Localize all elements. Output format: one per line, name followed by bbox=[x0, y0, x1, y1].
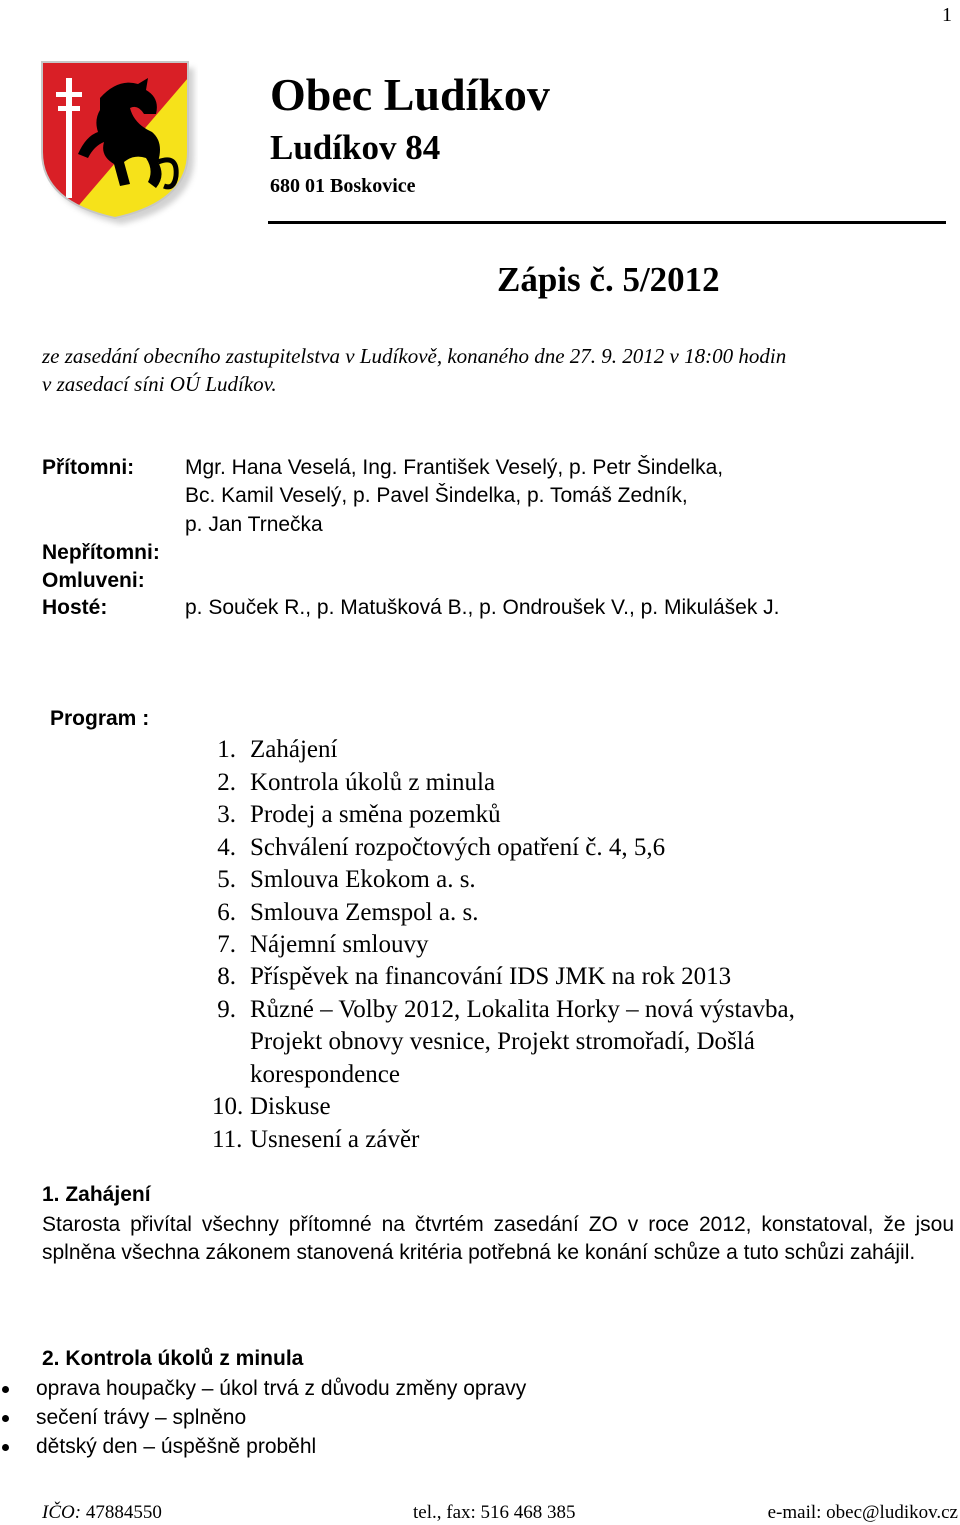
program-item: Nájemní smlouvy bbox=[250, 931, 429, 958]
program-item: Prodej a směna pozemků bbox=[250, 801, 501, 828]
program-item-continuation: Projekt obnovy vesnice, Projekt stromořadí, Došlá bbox=[250, 1028, 755, 1055]
program-item-number: 1. bbox=[217, 736, 236, 763]
program-label: Program : bbox=[50, 707, 150, 730]
section-1-body: Starosta přivítal všechny přítomné na čtvrtém zasedání ZO v roce 2012, konstatoval, že jsou splněna všechna zákonem stanovená kritéria potřebná ke konání schůze a tuto schůzi zahájil. bbox=[42, 1213, 954, 1264]
guests-value: p. Souček R., p. Matušková B., p. Ondroušek V., p. Mikulášek J. bbox=[185, 596, 780, 619]
program-item-number: 10. bbox=[212, 1093, 244, 1120]
program-item: Schválení rozpočtových opatření č. 4, 5,6 bbox=[250, 834, 666, 861]
program-item-number: 3. bbox=[217, 801, 236, 828]
bullet-icon bbox=[2, 1444, 9, 1451]
section-2-title: 2. Kontrola úkolů z minula bbox=[42, 1347, 304, 1370]
page-number: 1 bbox=[942, 4, 952, 26]
program-item: Usnesení a závěr bbox=[250, 1126, 420, 1153]
present-line-1: Mgr. Hana Veselá, Ing. František Veselý, p. Petr Šindelka, bbox=[185, 456, 724, 479]
footer-email: e-mail: obec@ludikov.cz bbox=[767, 1502, 958, 1523]
program-item: Diskuse bbox=[250, 1093, 331, 1120]
program-item: Kontrola úkolů z minula bbox=[250, 769, 496, 796]
header-divider bbox=[268, 221, 946, 224]
coat-of-arms-icon bbox=[38, 58, 198, 228]
absent-label: Nepřítomni: bbox=[42, 541, 160, 564]
org-name: Obec Ludíkov bbox=[270, 69, 550, 120]
program-item-number: 4. bbox=[217, 834, 236, 861]
program-item: Smlouva Zemspol a. s. bbox=[250, 899, 479, 926]
minutes-title: Zápis č. 5/2012 bbox=[497, 260, 720, 299]
program-item-number: 9. bbox=[217, 996, 236, 1023]
program-item-number: 11. bbox=[212, 1126, 243, 1153]
program-item-number: 8. bbox=[217, 963, 236, 990]
section-1-title: 1. Zahájení bbox=[42, 1183, 151, 1206]
footer-ico bbox=[42, 1503, 162, 1522]
program-item-number: 2. bbox=[217, 769, 236, 796]
intro-line-2: v zasedací síni OÚ Ludíkov. bbox=[42, 372, 277, 396]
program-item-continuation: korespondence bbox=[250, 1061, 400, 1088]
org-street: Ludíkov 84 bbox=[270, 128, 441, 167]
footer-ico-value: 47884550 bbox=[85, 1502, 162, 1523]
program-item: Příspěvek na financování IDS JMK na rok 2013 bbox=[250, 963, 732, 990]
present-line-2: Bc. Kamil Veselý, p. Pavel Šindelka, p. Tomáš Zedník, bbox=[185, 484, 688, 507]
program-item-number: 5. bbox=[217, 866, 236, 893]
present-label: Přítomni: bbox=[42, 456, 135, 479]
list-item: oprava houpačky – úkol trvá z důvodu změny opravy bbox=[36, 1377, 527, 1400]
program-item: Zahájení bbox=[250, 736, 338, 763]
footer-phone: tel., fax: 516 468 385 bbox=[413, 1502, 576, 1523]
bullet-icon bbox=[2, 1386, 9, 1393]
excused-label: Omluveni: bbox=[42, 569, 145, 592]
program-item: Různé – Volby 2012, Lokalita Horky – nová výstavba, bbox=[250, 996, 795, 1023]
present-line-3: p. Jan Trnečka bbox=[185, 513, 323, 536]
org-city: 680 01 Boskovice bbox=[270, 175, 416, 197]
program-item: Smlouva Ekokom a. s. bbox=[250, 866, 476, 893]
guests-label: Hosté: bbox=[42, 596, 108, 619]
program-item-number: 7. bbox=[217, 931, 236, 958]
list-item: sečení trávy – splněno bbox=[36, 1406, 247, 1429]
list-item: dětský den – úspěšně proběhl bbox=[36, 1435, 317, 1458]
footer-ico-label: IČO: bbox=[42, 1502, 82, 1523]
program-item-number: 6. bbox=[217, 899, 236, 926]
bullet-icon bbox=[2, 1415, 9, 1422]
intro-line-1: ze zasedání obecního zastupitelstva v Ludíkově, konaného dne 27. 9. 2012 v 18:00 hodin bbox=[42, 344, 787, 368]
